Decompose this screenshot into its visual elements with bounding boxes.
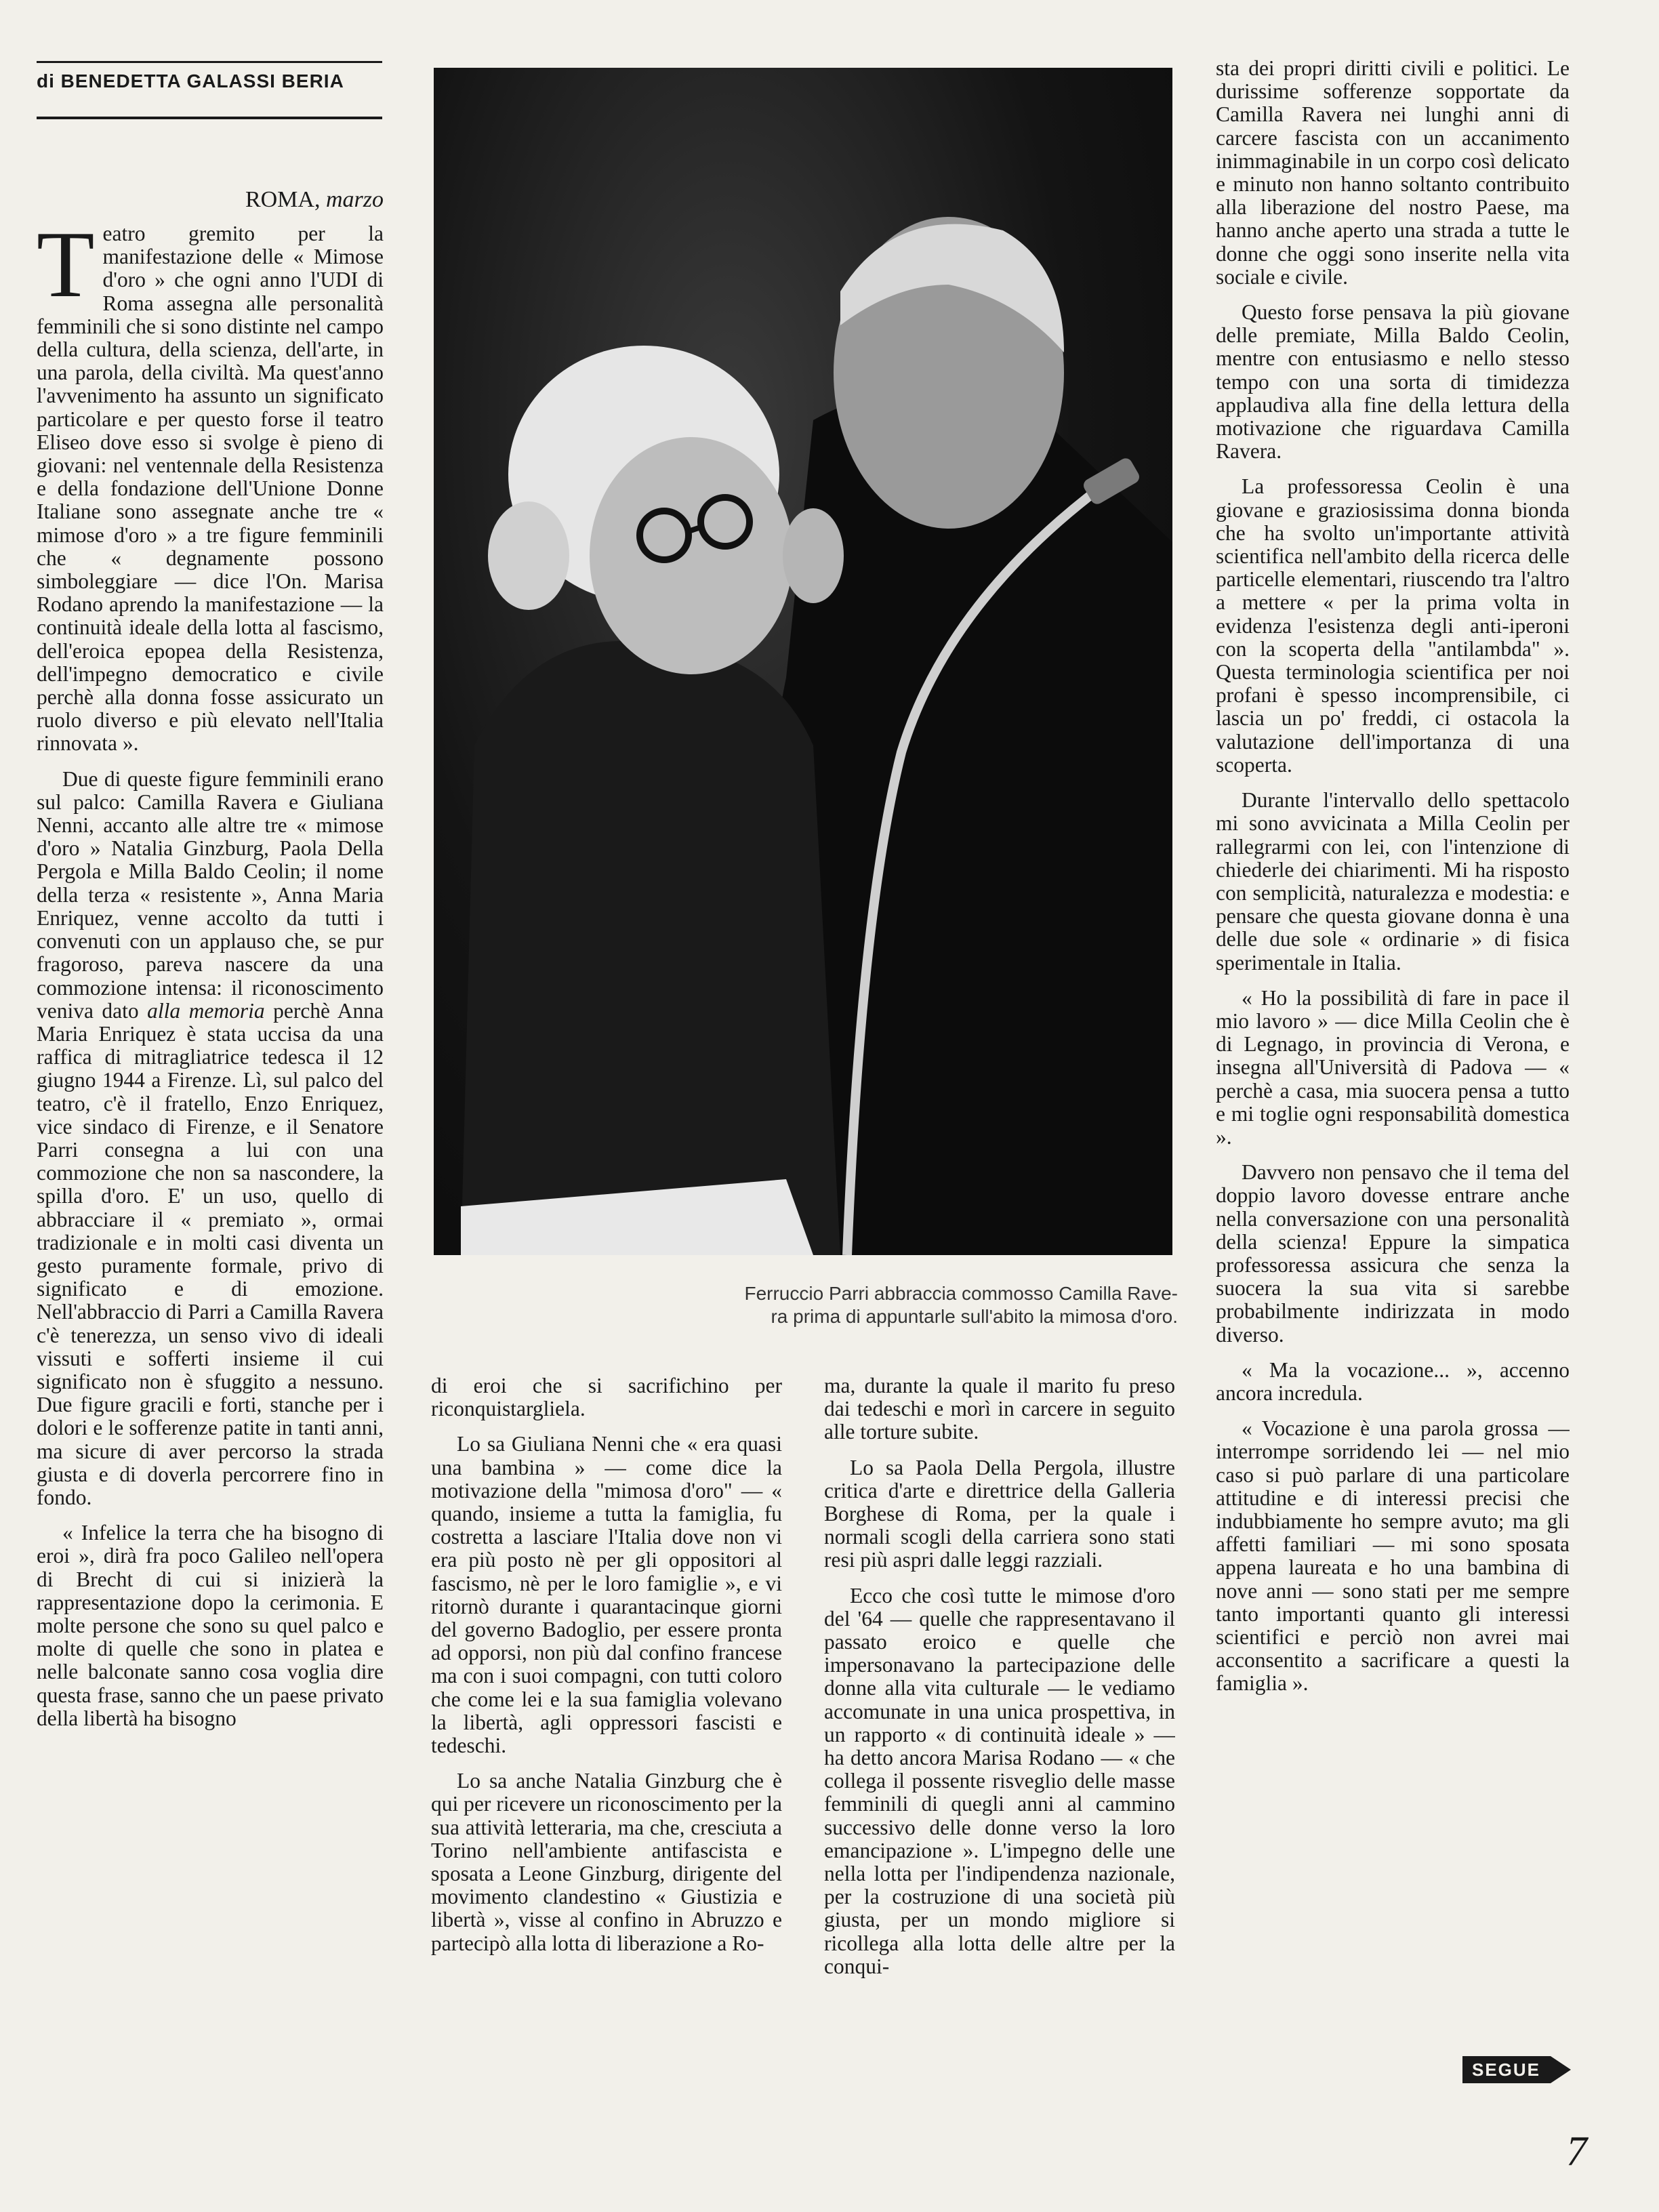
article-column-2 [431, 1374, 782, 2093]
byline: di BENEDETTA GALASSI BERIA [37, 70, 344, 91]
dateline-month: marzo [325, 187, 384, 212]
paragraph: Teatro gremito per la manifestazione delle « Mimose d'oro » che ogni anno l'UDI di Roma assegna alle personalità femminili che si sono distinte nel campo della cultura, della scienza, dell'arte, in una parola, della civiltà. Ma quest'anno l'avvenimento ha assunto un significato particolare e per questo forse il teatro Eliseo dove esso si svolge è pieno di giovani: nel ventennale della Resistenza e della fondazione dell'Unione Donne Italiane sono assegnate anche tre « mimose d'oro » a tre figure femminili che « degnamente possono simboleggiare — dice l'On. Marisa Rodano aprendo la manifestazione — la continuità ideale della lotta al fascismo, dell'eroica epopea della Resistenza, dell'impegno democratico e civile perchè alla donna fosse assicurato un ruolo diverso e più elevato nell'Italia rinnovata ». [37, 222, 384, 756]
paragraph: ma, durante la quale il marito fu preso dai tedeschi e morì in carcere in seguito alle torture subite. [824, 1374, 1175, 1444]
byline-rule-bottom [37, 117, 382, 119]
photo-caption [434, 1282, 1178, 1328]
paragraph: « Ma la vocazione... », accenno ancora incredula. [1216, 1357, 1570, 1405]
paragraph: Lo sa Giuliana Nenni che « era quasi una bambina » — come dice la motivazione della "mimosa d'oro" — « quando, insieme a tutta la famiglia, fu costretta a lasciare l'Italia dove non vi era più posto nè per gli oppositori al fascismo, nè per le loro famiglie », e vi ritornò durante i quarantacinque giorni del governo Badoglio, per essere pronta ad opporsi, non più dal confino francese ma con i suoi compagni, con tutti coloro che come lei e la sua famiglia volevano la libertà, agli oppressori fascisti e tedeschi. [431, 1432, 782, 1758]
drop-cap: T [37, 222, 95, 317]
continued-arrow [1462, 2055, 1572, 2085]
photo-caption-line: ra prima di appuntarle sull'abito la mimosa d'oro. [771, 1306, 1178, 1327]
article-photo [434, 68, 1172, 1255]
paragraph: Durante l'intervallo dello spettacolo mi sono avvicinata a Milla Ceolin per rallegrarmi con lei, con l'intenzione di chiederle dei chiarimenti. Mi ha risposto con semplicità, naturalezza e modestia: e pensare che questa giovane donna è una delle due sole « ordinarie » di fisica sperimentale in Italia. [1216, 788, 1570, 975]
photo-caption-line: Ferruccio Parri abbraccia commosso Camilla Rave- [744, 1283, 1178, 1304]
photo-illustration [434, 68, 1172, 1255]
paragraph: Questo forse pensava la più giovane delle premiate, Milla Baldo Ceolin, mentre con entusiasmo e nello stesso tempo con una sorta di timidezza applaudiva alla fine della lettura della motivazione che riguardava Camilla Ravera. [1216, 300, 1570, 464]
paragraph: Davvero non pensavo che il tema del doppio lavoro dovesse entrare anche nella conversazione con una personalità della scienza! Eppure la simpatica professoressa assicura che senza la suocera la sua vita si sarebbe probabilmente indirizzata in modo diverso. [1216, 1160, 1570, 1347]
paragraph: sta dei propri diritti civili e politici. Le durissime sofferenze sopportate da Camilla Ravera nei lunghi anni di carcere fascista con un accanimento inimmaginabile in un corpo così delicato e minuto non hanno soltanto contribuito alla liberazione del nostro Paese, ma hanno anche aperto una strada a tutte le donne che oggi sono inserite nella vita sociale e civile. [1216, 57, 1570, 289]
paragraph: Ecco che così tutte le mimose d'oro del '64 — quelle che rappresentavano il passato eroico e quelle che impersonavano la partecipazione delle donne alla vita culturale — le vediamo accomunate in una unica prospettiva, in un rapporto « di continuità ideale » — ha detto ancora Marisa Rodano — « che collega il possente risveglio delle masse femminili di quegli anni al cammino successivo delle donne verso la loro emancipazione ». L'impegno delle une nella lotta per l'indipendenza nazionale, per la costruzione di una società più giusta, per un mondo migliore si ricollega alla lotta delle altre per la conqui- [824, 1583, 1175, 1978]
byline-rule-top [37, 61, 382, 63]
dateline [224, 187, 384, 213]
paragraph: Due di queste figure femminili erano sul palco: Camilla Ravera e Giuliana Nenni, accanto alle altre tre « mimose d'oro » Natalia Ginzburg, Paola Della Pergola e Milla Baldo Ceolin; il nome della terza « resistente », Anna Maria Enriquez, venne accolto da tutti i convenuti con un applauso che, se pur fragoroso, pareva nascere da una commozione intensa: il riconoscimento veniva dato alla memoria perchè Anna Maria Enriquez è stata uccisa da una raffica di mitragliatrice tedesca il 12 giugno 1944 a Firenze. Lì, sul palco del teatro, c'è il fratello, Enzo Enriquez, vice sindaco di Firenze, e il Senatore Parri consegna a lui con una commozione che non sa nascondere, la spilla d'oro. E' un uso, quello di abbracciare il « premiato », ormai tradizionale e in molti casi diventa un gesto puramente formale, privo di significato e di emozione. Nell'abbraccio di Parri a Camilla Ravera c'è tenerezza, un senso vivo di ideali vissuti e sofferti insieme il cui significato non è sfuggito a nessuno. Due figure gracili e forti, stanche per i dolori e le sofferenze patite in tanti anni, ma sicure di aver percorso la strada giusta e di doverla percorrere fino in fondo. [37, 766, 384, 1509]
paragraph: « Infelice la terra che ha bisogno di eroi », dirà fra poco Galileo nell'opera di Brecht di cui si inizierà la rappresentazione dopo la cerimonia. E molte persone che sono su quel palco e molte di quelle che sono in platea e nelle balconate sanno cosa voglia dire questa frase, sanno che un paese privato della libertà ha bisogno [37, 1521, 384, 1730]
article-column-3 [824, 1374, 1175, 2093]
emphasis: alla memoria [147, 998, 265, 1023]
article-column-4 [1216, 57, 1570, 2043]
paragraph: Lo sa anche Natalia Ginzburg che è qui per ricevere un riconoscimento per la sua attività letteraria, ma che, cresciuta a Torino nell'ambiente antifascista e sposata a Leone Ginzburg, dirigente del movimento clandestino « Giustizia e libertà », visse al confino in Abruzzo e partecipò alla lotta di liberazione a Ro- [431, 1769, 782, 1955]
paragraph: « Vocazione è una parola grossa — interrompe sorridendo lei — nel mio caso si può parlare di una particolare attitudine e di interessi precisi che indubbiamente ho sempre avuto; ma gli affetti familiari — mi sono sposata appena laureata e ho una bambina di nove anni — sono stati per me sempre tanto importanti quanto gli interessi scientifici e perciò non avrei mai acconsentito a sacrificare a questi la famiglia ». [1216, 1416, 1570, 1696]
paragraph: La professoressa Ceolin è una giovane e graziosissima donna bionda che ha svolto un'importante attività scientifica nell'ambito della ricerca delle particelle elementari, riuscendo tra l'altro a mettere « per la prima volta in evidenza l'esistenza degli anti-iperoni con la scoperta della "antilambda" ». Questa terminologia scientifica per noi profani è spesso incomprensibile, ci lascia un po' freddi, ci ostacola la valutazione dell'importanza di una scoperta. [1216, 474, 1570, 777]
paragraph: « Ho la possibilità di fare in pace il mio lavoro » — dice Milla Ceolin che è di Legnago, in provincia di Verona, e insegna all'Università di Padova — « perchè a casa, mia suocera pensa a tutto e mi toglie ogni responsabilità domestica ». [1216, 985, 1570, 1149]
paragraph: Lo sa Paola Della Pergola, illustre critica d'arte e direttrice della Galleria Borghese di Roma, per la quale i normali scogli della carriera sono stati resi più aspri dalle leggi razziali. [824, 1455, 1175, 1572]
article-column-1 [37, 222, 384, 2100]
dateline-city: ROMA, [245, 187, 321, 212]
page-number: 7 [1566, 2129, 1587, 2175]
paragraph: di eroi che si sacrifichino per riconquistargliela. [431, 1374, 782, 1421]
continued-label: SEGUE [1472, 2060, 1541, 2080]
